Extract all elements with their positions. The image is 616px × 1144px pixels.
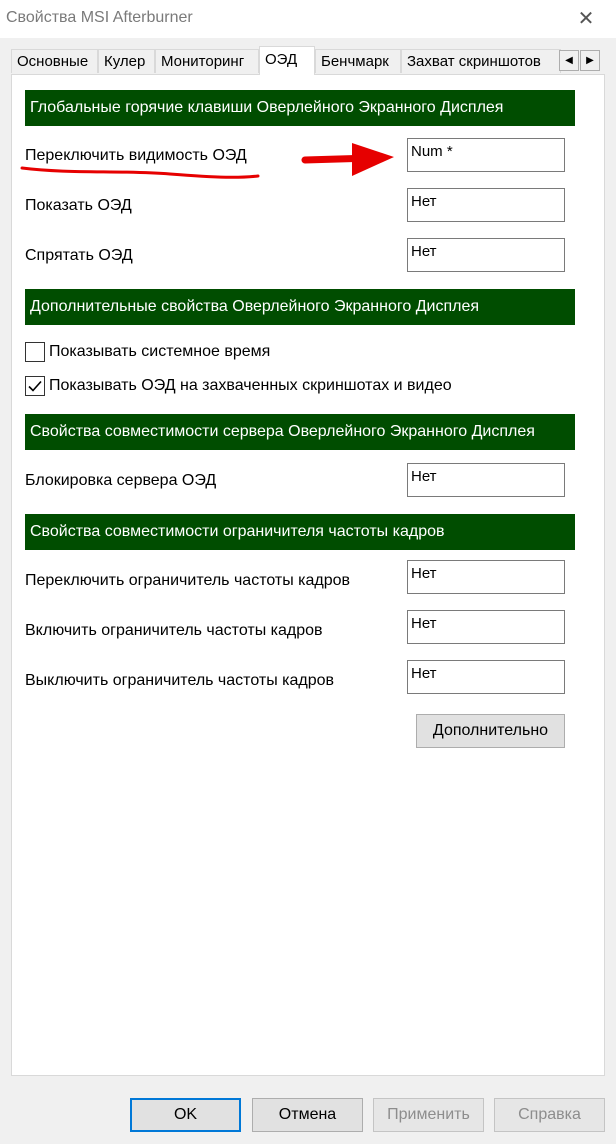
apply-button[interactable]: Применить	[373, 1098, 484, 1132]
checkbox-checked[interactable]	[25, 376, 45, 396]
show-osd-on-captures-label: Показывать ОЭД на захваченных скриншотах и видео	[49, 377, 452, 394]
tab-monitoring[interactable]: Мониторинг	[155, 49, 259, 73]
disable-limiter-label: Выключить ограничитель частоты кадров	[25, 672, 335, 689]
section-header-global-hotkeys: Глобальные горячие клавиши Оверлейного Экранного Дисплея	[25, 90, 575, 126]
enable-limiter-hotkey-field[interactable]: Нет	[407, 610, 565, 644]
chevron-left-icon[interactable]: ◀	[559, 50, 579, 71]
checkbox-unchecked[interactable]	[25, 342, 45, 362]
toggle-limiter-label: Переключить ограничитель частоты кадров	[25, 572, 351, 589]
title-bar	[0, 0, 616, 38]
tab-cooler[interactable]: Кулер	[98, 49, 155, 73]
hide-osd-label: Спрятать ОЭД	[25, 247, 133, 264]
toggle-osd-label: Переключить видимость ОЭД	[25, 147, 247, 164]
section-header-extra-properties: Дополнительные свойства Оверлейного Экранного Дисплея	[25, 289, 575, 325]
show-system-time-label: Показывать системное время	[49, 343, 271, 360]
cancel-button[interactable]: Отмена	[252, 1098, 363, 1132]
show-osd-label: Показать ОЭД	[25, 197, 132, 214]
chevron-right-icon[interactable]: ▶	[580, 50, 600, 71]
ok-button[interactable]: OK	[130, 1098, 241, 1132]
section-header-limiter-compat: Свойства совместимости ограничителя частоты кадров	[25, 514, 575, 550]
enable-limiter-label: Включить ограничитель частоты кадров	[25, 622, 323, 639]
hide-osd-hotkey-field[interactable]: Нет	[407, 238, 565, 272]
server-lock-hotkey-field[interactable]: Нет	[407, 463, 565, 497]
section-header-server-compat: Свойства совместимости сервера Оверлейного Экранного Дисплея	[25, 414, 575, 450]
tab-screenshot-capture[interactable]: Захват скриншотов	[401, 49, 561, 73]
help-button[interactable]: Справка	[494, 1098, 605, 1132]
tab-general[interactable]: Основные	[11, 49, 98, 73]
window-title: Свойства MSI Afterburner	[6, 9, 193, 26]
server-lock-label: Блокировка сервера ОЭД	[25, 472, 217, 489]
osd-settings-panel	[11, 74, 605, 1076]
tab-strip	[11, 46, 611, 74]
advanced-button[interactable]: Дополнительно	[416, 714, 565, 748]
tab-benchmark[interactable]: Бенчмарк	[315, 49, 401, 73]
close-icon[interactable]: ✕	[577, 8, 595, 30]
tab-osd[interactable]: ОЭД	[259, 46, 315, 75]
toggle-limiter-hotkey-field[interactable]: Нет	[407, 560, 565, 594]
toggle-osd-hotkey-field[interactable]: Num *	[407, 138, 565, 172]
show-osd-hotkey-field[interactable]: Нет	[407, 188, 565, 222]
checkmark-icon	[26, 377, 44, 395]
disable-limiter-hotkey-field[interactable]: Нет	[407, 660, 565, 694]
